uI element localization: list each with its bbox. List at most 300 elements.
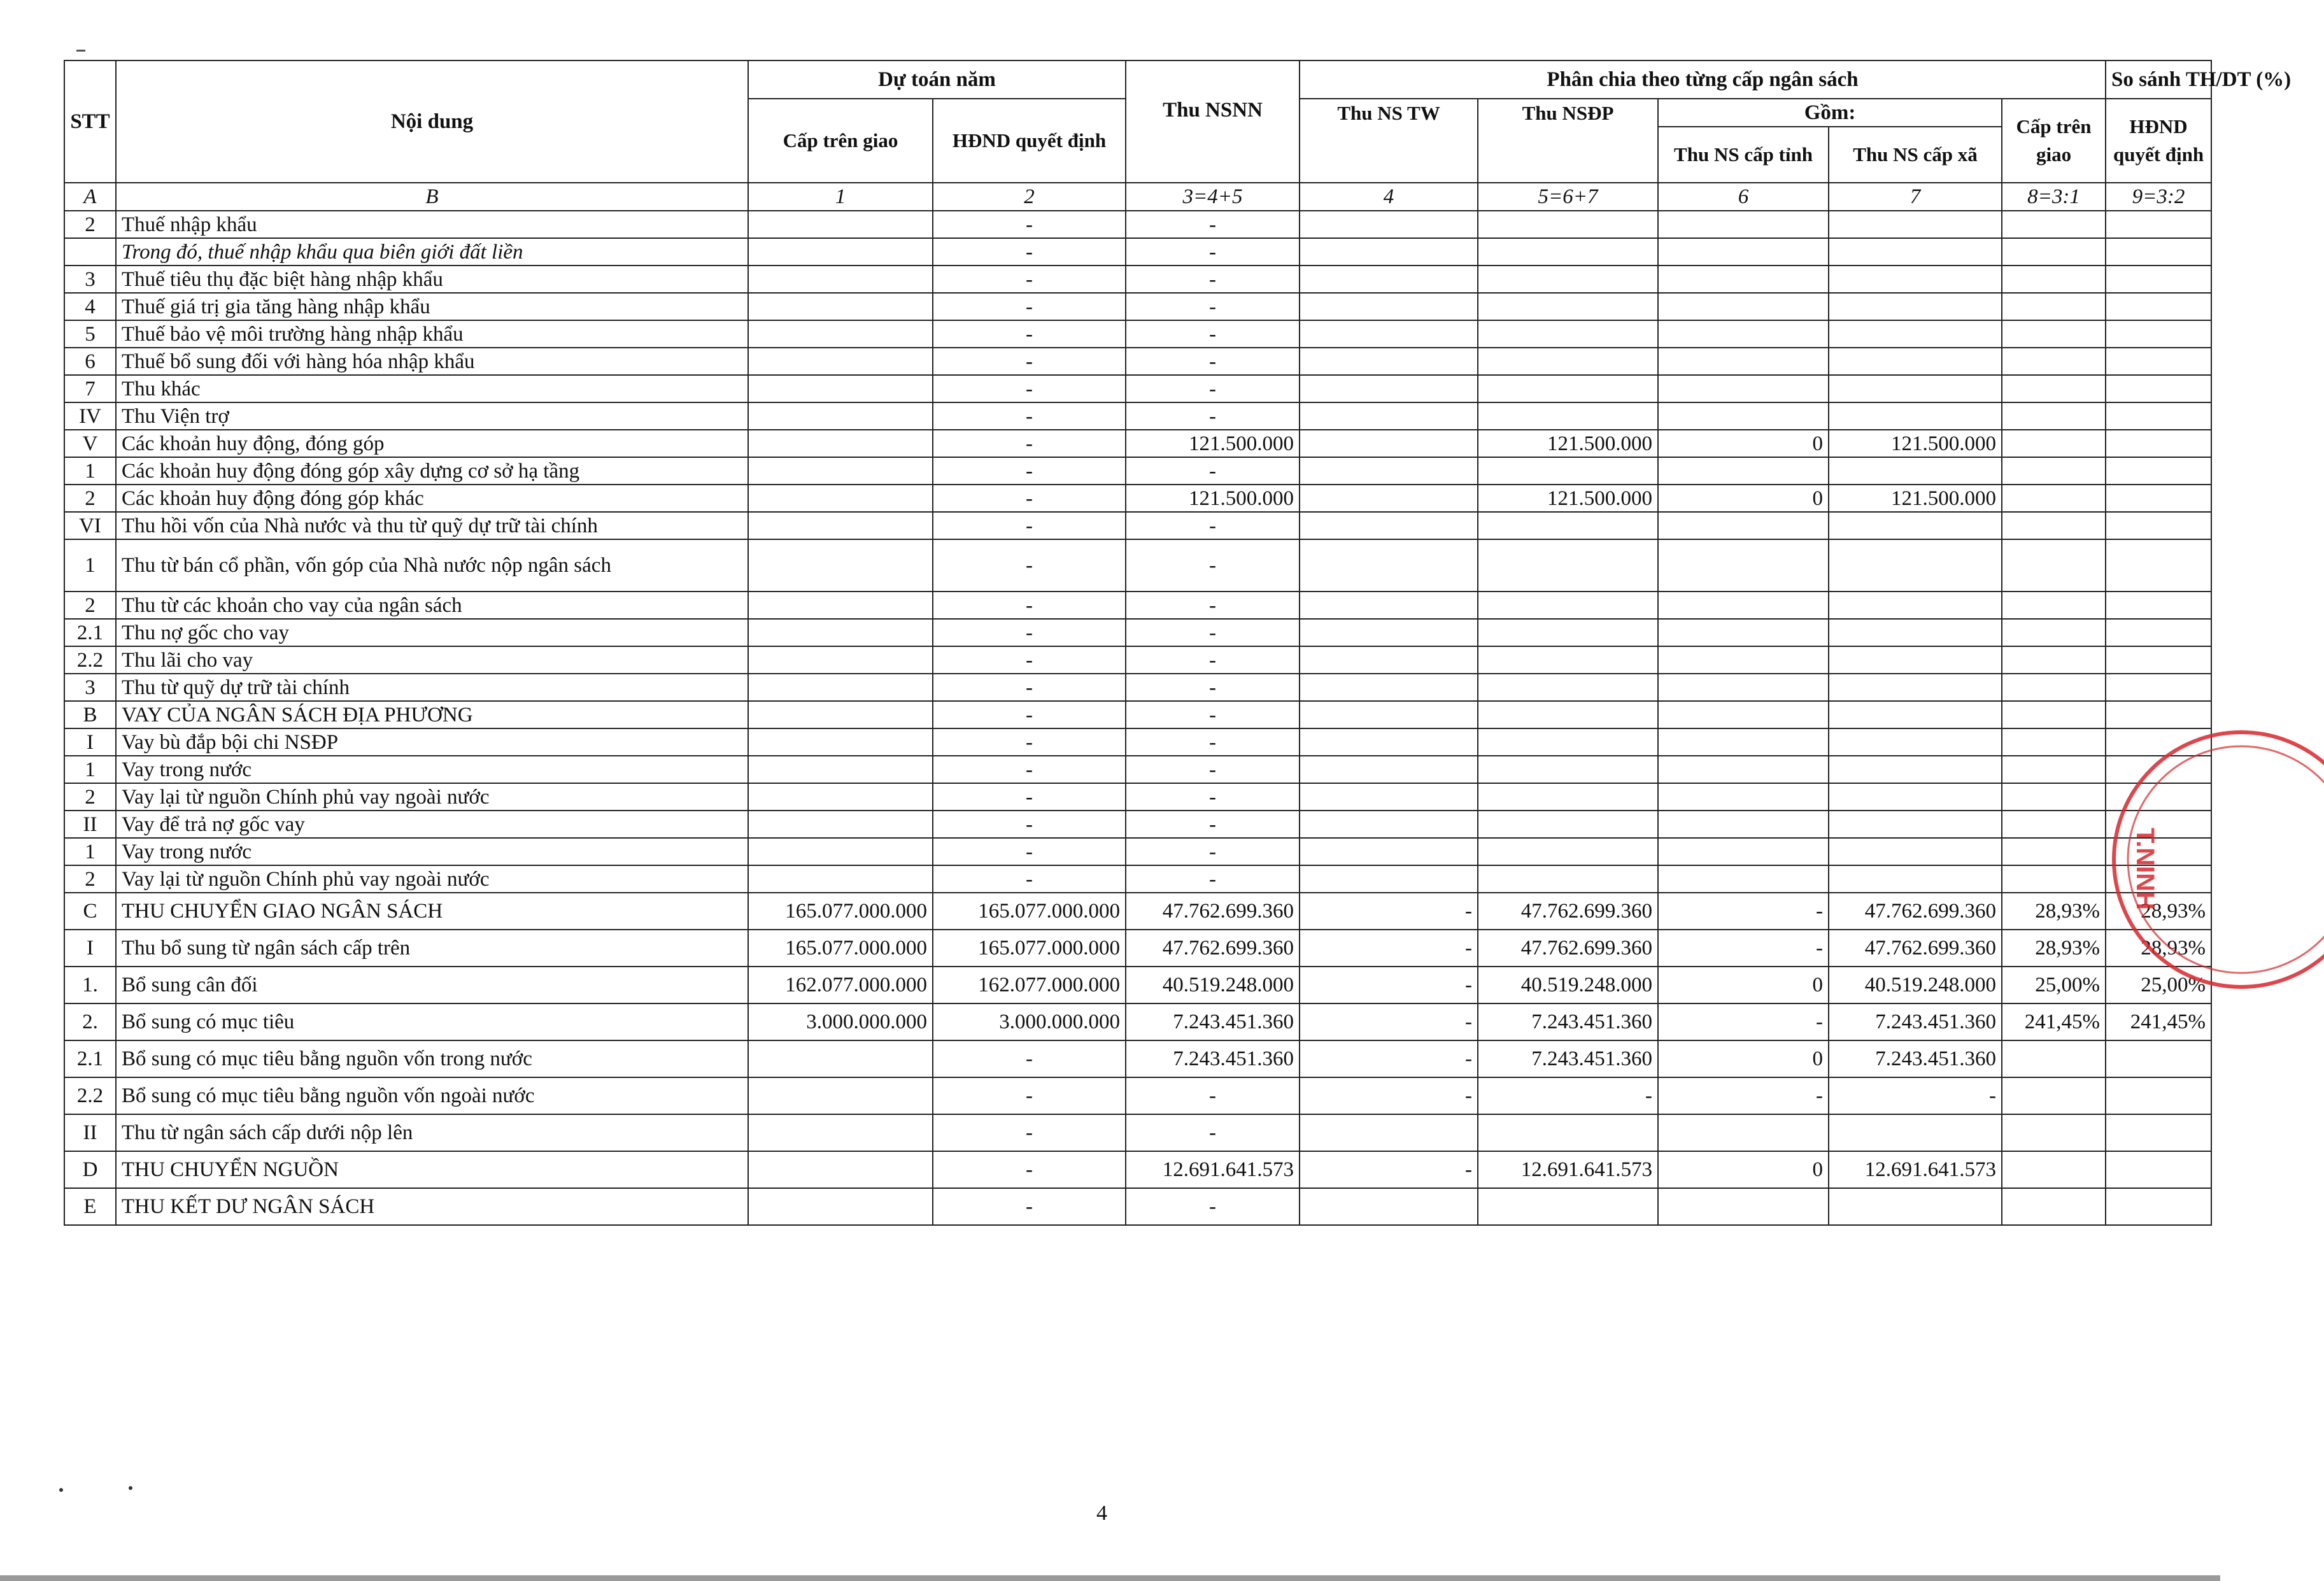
- header-thu-ns-cap-tinh: Thu NS cấp tỉnh: [1658, 127, 1829, 183]
- cell-thu-ns-cap-xa: [1829, 238, 2002, 266]
- cell-content: Bổ sung có mục tiêu bằng nguồn vốn trong nước: [116, 1040, 748, 1077]
- cell-thu-nsnn: -: [1126, 674, 1300, 701]
- cell-stt: V: [64, 430, 116, 457]
- header-ss-cap-tren-giao: Cấp trên giao: [2002, 99, 2106, 183]
- cell-thu-ns-tw: -: [1300, 1151, 1478, 1188]
- cell-ss-hdnd-quyet-dinh: [2106, 1114, 2211, 1151]
- cell-thu-ns-cap-tinh: 0: [1658, 430, 1829, 457]
- cell-thu-nsdp: [1478, 375, 1658, 402]
- cell-thu-ns-cap-xa: [1829, 619, 2002, 646]
- cell-thu-ns-cap-tinh: [1658, 539, 1829, 592]
- cell-thu-ns-cap-tinh: [1658, 701, 1829, 728]
- table-row: [64, 1077, 2211, 1114]
- cell-thu-ns-cap-tinh: 0: [1658, 1040, 1829, 1077]
- cell-ss-hdnd-quyet-dinh: [2106, 485, 2211, 512]
- cell-thu-nsnn: -: [1126, 375, 1300, 402]
- cell-thu-nsnn: -: [1126, 592, 1300, 619]
- cell-ss-cap-tren-giao: [2002, 619, 2106, 646]
- cell-thu-nsnn: -: [1126, 838, 1300, 865]
- index-cell: B: [116, 183, 748, 211]
- table-row: [64, 211, 2211, 238]
- cell-thu-nsdp: [1478, 701, 1658, 728]
- cell-thu-nsnn: 40.519.248.000: [1126, 967, 1300, 1003]
- cell-thu-ns-cap-xa: [1829, 1188, 2002, 1225]
- table-row: [64, 238, 2211, 266]
- cell-content: Thuế giá trị gia tăng hàng nhập khẩu: [116, 293, 748, 320]
- header-ss-hdnd-quyet-dinh: HĐND quyết định: [2106, 99, 2211, 183]
- cell-cap-tren-giao: [748, 1188, 933, 1225]
- cell-thu-ns-tw: [1300, 238, 1478, 266]
- cell-thu-nsdp: [1478, 756, 1658, 783]
- cell-thu-ns-tw: [1300, 728, 1478, 756]
- cell-thu-nsdp: [1478, 512, 1658, 539]
- cell-stt: II: [64, 811, 116, 838]
- cell-cap-tren-giao: [748, 320, 933, 348]
- cell-stt: D: [64, 1151, 116, 1188]
- cell-content: Thu từ bán cổ phần, vốn góp của Nhà nước nộp ngân sách: [116, 539, 748, 592]
- cell-ss-cap-tren-giao: [2002, 238, 2106, 266]
- cell-stt: II: [64, 1114, 116, 1151]
- cell-thu-ns-tw: [1300, 619, 1478, 646]
- cell-thu-nsdp: [1478, 402, 1658, 430]
- cell-thu-nsdp: [1478, 783, 1658, 811]
- cell-hdnd-quyet-dinh: -: [933, 783, 1126, 811]
- cell-thu-ns-cap-xa: [1829, 783, 2002, 811]
- cell-thu-ns-cap-tinh: [1658, 728, 1829, 756]
- cell-ss-hdnd-quyet-dinh: [2106, 512, 2211, 539]
- cell-thu-ns-tw: [1300, 293, 1478, 320]
- cell-hdnd-quyet-dinh: -: [933, 457, 1126, 485]
- cell-hdnd-quyet-dinh: -: [933, 512, 1126, 539]
- cell-thu-ns-tw: [1300, 512, 1478, 539]
- cell-thu-ns-cap-xa: [1829, 592, 2002, 619]
- cell-thu-nsnn: 7.243.451.360: [1126, 1040, 1300, 1077]
- cell-ss-cap-tren-giao: 28,93%: [2002, 930, 2106, 967]
- cell-ss-hdnd-quyet-dinh: [2106, 1151, 2211, 1188]
- cell-thu-nsdp: [1478, 619, 1658, 646]
- cell-hdnd-quyet-dinh: -: [933, 293, 1126, 320]
- cell-hdnd-quyet-dinh: -: [933, 728, 1126, 756]
- cell-thu-nsdp: [1478, 728, 1658, 756]
- cell-hdnd-quyet-dinh: -: [933, 1077, 1126, 1114]
- table-row: [64, 701, 2211, 728]
- table-row: [64, 967, 2211, 1003]
- cell-thu-ns-cap-tinh: 0: [1658, 1151, 1829, 1188]
- cell-thu-ns-cap-tinh: [1658, 865, 1829, 893]
- cell-ss-hdnd-quyet-dinh: [2106, 701, 2211, 728]
- table-row: [64, 930, 2211, 967]
- cell-thu-ns-cap-xa: [1829, 266, 2002, 293]
- cell-cap-tren-giao: [748, 512, 933, 539]
- cell-content: THU KẾT DƯ NGÂN SÁCH: [116, 1188, 748, 1225]
- header-noi-dung: Nội dung: [116, 60, 748, 183]
- cell-cap-tren-giao: [748, 1040, 933, 1077]
- cell-hdnd-quyet-dinh: -: [933, 701, 1126, 728]
- cell-hdnd-quyet-dinh: -: [933, 539, 1126, 592]
- cell-content: Thuế nhập khẩu: [116, 211, 748, 238]
- table-row: [64, 320, 2211, 348]
- cell-cap-tren-giao: [748, 728, 933, 756]
- cell-ss-hdnd-quyet-dinh: [2106, 375, 2211, 402]
- cell-thu-ns-tw: [1300, 485, 1478, 512]
- cell-cap-tren-giao: [748, 592, 933, 619]
- cell-thu-nsnn: -: [1126, 512, 1300, 539]
- cell-thu-nsnn: -: [1126, 266, 1300, 293]
- cell-content: Vay lại từ nguồn Chính phủ vay ngoài nước: [116, 783, 748, 811]
- cell-stt: 2: [64, 783, 116, 811]
- cell-thu-nsdp: [1478, 320, 1658, 348]
- cell-ss-hdnd-quyet-dinh: [2106, 1077, 2211, 1114]
- cell-content: Vay trong nước: [116, 838, 748, 865]
- cell-hdnd-quyet-dinh: -: [933, 756, 1126, 783]
- cell-cap-tren-giao: [748, 783, 933, 811]
- cell-thu-nsdp: [1478, 646, 1658, 674]
- cell-thu-nsdp: -: [1478, 1077, 1658, 1114]
- cell-cap-tren-giao: [748, 619, 933, 646]
- cell-thu-ns-tw: -: [1300, 967, 1478, 1003]
- cell-thu-ns-cap-tinh: [1658, 512, 1829, 539]
- budget-revenue-table: [64, 60, 2292, 1226]
- cell-hdnd-quyet-dinh: -: [933, 211, 1126, 238]
- cell-hdnd-quyet-dinh: -: [933, 811, 1126, 838]
- cell-ss-cap-tren-giao: [2002, 211, 2106, 238]
- cell-thu-ns-tw: [1300, 457, 1478, 485]
- cell-ss-hdnd-quyet-dinh: [2106, 266, 2211, 293]
- table-row: [64, 674, 2211, 701]
- index-cell: 2: [933, 183, 1126, 211]
- index-cell: 5=6+7: [1478, 183, 1658, 211]
- cell-thu-ns-tw: -: [1300, 893, 1478, 930]
- cell-thu-nsdp: [1478, 238, 1658, 266]
- cell-thu-ns-cap-xa: 7.243.451.360: [1829, 1003, 2002, 1040]
- cell-ss-cap-tren-giao: [2002, 1151, 2106, 1188]
- table-row: [64, 865, 2211, 893]
- cell-thu-nsnn: -: [1126, 811, 1300, 838]
- cell-cap-tren-giao: [748, 865, 933, 893]
- cell-cap-tren-giao: [748, 701, 933, 728]
- cell-thu-nsdp: [1478, 293, 1658, 320]
- table-row: [64, 1040, 2211, 1077]
- table-row: [64, 1188, 2211, 1225]
- table-body: [64, 211, 2211, 1225]
- cell-content: Thu Viện trợ: [116, 402, 748, 430]
- index-cell: 7: [1829, 183, 2002, 211]
- cell-thu-ns-tw: [1300, 592, 1478, 619]
- table-row: [64, 1003, 2211, 1040]
- cell-hdnd-quyet-dinh: 162.077.000.000: [933, 967, 1126, 1003]
- cell-hdnd-quyet-dinh: -: [933, 674, 1126, 701]
- cell-ss-cap-tren-giao: [2002, 865, 2106, 893]
- cell-hdnd-quyet-dinh: -: [933, 320, 1126, 348]
- cell-ss-cap-tren-giao: [2002, 838, 2106, 865]
- cell-stt: 5: [64, 320, 116, 348]
- cell-thu-ns-cap-xa: [1829, 701, 2002, 728]
- cell-cap-tren-giao: 162.077.000.000: [748, 967, 933, 1003]
- header-cap-tren-giao: Cấp trên giao: [748, 99, 933, 183]
- table-row: [64, 756, 2211, 783]
- cell-thu-ns-cap-tinh: -: [1658, 930, 1829, 967]
- cell-thu-ns-tw: -: [1300, 930, 1478, 967]
- cell-content: Thuế tiêu thụ đặc biệt hàng nhập khẩu: [116, 266, 748, 293]
- cell-thu-ns-cap-xa: [1829, 348, 2002, 375]
- stamp-text: T.NINH: [2131, 828, 2159, 910]
- table-row: [64, 266, 2211, 293]
- cell-thu-ns-tw: -: [1300, 1077, 1478, 1114]
- cell-ss-cap-tren-giao: [2002, 811, 2106, 838]
- cell-ss-cap-tren-giao: [2002, 783, 2106, 811]
- cell-ss-cap-tren-giao: [2002, 592, 2106, 619]
- cell-thu-nsdp: [1478, 348, 1658, 375]
- cell-stt: I: [64, 728, 116, 756]
- index-cell: A: [64, 183, 116, 211]
- cell-stt: 1.: [64, 967, 116, 1003]
- cell-ss-cap-tren-giao: [2002, 701, 2106, 728]
- cell-thu-ns-tw: [1300, 430, 1478, 457]
- cell-thu-nsnn: -: [1126, 211, 1300, 238]
- cell-thu-ns-tw: [1300, 865, 1478, 893]
- header-stt: STT: [64, 60, 116, 183]
- table-row: [64, 485, 2211, 512]
- cell-ss-cap-tren-giao: [2002, 402, 2106, 430]
- index-cell: 3=4+5: [1126, 183, 1300, 211]
- cell-content: Thu từ quỹ dự trữ tài chính: [116, 674, 748, 701]
- cell-ss-hdnd-quyet-dinh: [2106, 1188, 2211, 1225]
- cell-thu-nsnn: 47.762.699.360: [1126, 893, 1300, 930]
- cell-hdnd-quyet-dinh: -: [933, 619, 1126, 646]
- table-row: [64, 348, 2211, 375]
- cell-stt: C: [64, 893, 116, 930]
- cell-cap-tren-giao: [748, 674, 933, 701]
- cell-thu-ns-cap-xa: [1829, 293, 2002, 320]
- cell-content: Các khoản huy động, đóng góp: [116, 430, 748, 457]
- cell-content: Vay bù đắp bội chi NSĐP: [116, 728, 748, 756]
- cell-ss-hdnd-quyet-dinh: [2106, 1040, 2211, 1077]
- cell-thu-ns-cap-xa: [1829, 756, 2002, 783]
- cell-hdnd-quyet-dinh: -: [933, 592, 1126, 619]
- cell-thu-ns-cap-xa: [1829, 539, 2002, 592]
- cell-thu-ns-cap-xa: [1829, 457, 2002, 485]
- header-hdnd-quyet-dinh: HĐND quyết định: [933, 99, 1126, 183]
- cell-thu-ns-tw: [1300, 783, 1478, 811]
- cell-thu-ns-tw: [1300, 375, 1478, 402]
- cell-thu-ns-cap-xa: [1829, 728, 2002, 756]
- index-cell: 1: [748, 183, 933, 211]
- cell-thu-nsnn: 121.500.000: [1126, 485, 1300, 512]
- cell-ss-hdnd-quyet-dinh: 25,00%: [2106, 967, 2211, 1003]
- cell-thu-ns-tw: -: [1300, 1003, 1478, 1040]
- cell-thu-nsnn: 7.243.451.360: [1126, 1003, 1300, 1040]
- cell-thu-ns-tw: [1300, 674, 1478, 701]
- cell-thu-ns-cap-xa: 7.243.451.360: [1829, 1040, 2002, 1077]
- cell-thu-ns-tw: [1300, 320, 1478, 348]
- cell-stt: 6: [64, 348, 116, 375]
- cell-thu-ns-cap-xa: 47.762.699.360: [1829, 893, 2002, 930]
- cell-cap-tren-giao: [748, 348, 933, 375]
- cell-thu-ns-cap-xa: [1829, 811, 2002, 838]
- cell-thu-nsdp: 40.519.248.000: [1478, 967, 1658, 1003]
- cell-content: THU CHUYỂN NGUỒN: [116, 1151, 748, 1188]
- cell-thu-ns-cap-xa: [1829, 865, 2002, 893]
- index-cell: 8=3:1: [2002, 183, 2106, 211]
- cell-thu-ns-cap-tinh: -: [1658, 1003, 1829, 1040]
- cell-thu-nsnn: -: [1126, 619, 1300, 646]
- cell-stt: 1: [64, 838, 116, 865]
- cell-thu-ns-cap-xa: 12.691.641.573: [1829, 1151, 2002, 1188]
- cell-thu-ns-cap-tinh: [1658, 293, 1829, 320]
- cell-hdnd-quyet-dinh: -: [933, 266, 1126, 293]
- table-row: [64, 592, 2211, 619]
- cell-thu-nsnn: -: [1126, 238, 1300, 266]
- cell-stt: 1: [64, 457, 116, 485]
- cell-thu-ns-cap-tinh: [1658, 1188, 1829, 1225]
- cell-ss-cap-tren-giao: 25,00%: [2002, 967, 2106, 1003]
- cell-content: Thu bổ sung từ ngân sách cấp trên: [116, 930, 748, 967]
- cell-thu-ns-tw: [1300, 402, 1478, 430]
- cell-thu-ns-cap-tinh: 0: [1658, 485, 1829, 512]
- cell-thu-nsdp: [1478, 838, 1658, 865]
- cell-cap-tren-giao: [748, 485, 933, 512]
- cell-thu-ns-cap-xa: 47.762.699.360: [1829, 930, 2002, 967]
- cell-hdnd-quyet-dinh: -: [933, 838, 1126, 865]
- cell-thu-nsnn: -: [1126, 402, 1300, 430]
- cell-thu-ns-cap-xa: [1829, 646, 2002, 674]
- cell-ss-hdnd-quyet-dinh: [2106, 539, 2211, 592]
- cell-thu-ns-cap-xa: 121.500.000: [1829, 485, 2002, 512]
- cell-thu-nsdp: [1478, 865, 1658, 893]
- cell-ss-cap-tren-giao: 28,93%: [2002, 893, 2106, 930]
- cell-thu-nsnn: -: [1126, 783, 1300, 811]
- cell-cap-tren-giao: [748, 375, 933, 402]
- cell-ss-cap-tren-giao: 241,45%: [2002, 1003, 2106, 1040]
- cell-stt: 2.2: [64, 1077, 116, 1114]
- header-gom: Gồm:: [1658, 99, 2002, 127]
- cell-thu-ns-tw: [1300, 701, 1478, 728]
- table-row: [64, 838, 2211, 865]
- cell-thu-ns-tw: [1300, 211, 1478, 238]
- cell-stt: 2.2: [64, 646, 116, 674]
- cell-thu-nsdp: [1478, 539, 1658, 592]
- cell-cap-tren-giao: [748, 539, 933, 592]
- cell-thu-ns-cap-xa: [1829, 512, 2002, 539]
- cell-content: Thu khác: [116, 375, 748, 402]
- cell-content: Bổ sung có mục tiêu bằng nguồn vốn ngoài nước: [116, 1077, 748, 1114]
- cell-thu-nsnn: -: [1126, 1188, 1300, 1225]
- cell-thu-nsdp: [1478, 674, 1658, 701]
- red-seal-stamp: [2095, 732, 2324, 1012]
- cell-ss-cap-tren-giao: [2002, 457, 2106, 485]
- cell-thu-ns-cap-tinh: [1658, 674, 1829, 701]
- cell-ss-cap-tren-giao: [2002, 1114, 2106, 1151]
- cell-thu-nsnn: -: [1126, 293, 1300, 320]
- cell-stt: VI: [64, 512, 116, 539]
- cell-thu-ns-tw: [1300, 348, 1478, 375]
- cell-ss-cap-tren-giao: [2002, 1077, 2106, 1114]
- cell-thu-nsdp: 121.500.000: [1478, 430, 1658, 457]
- cell-stt: IV: [64, 402, 116, 430]
- cell-thu-ns-cap-xa: [1829, 211, 2002, 238]
- cell-ss-hdnd-quyet-dinh: [2106, 592, 2211, 619]
- cell-thu-nsnn: -: [1126, 756, 1300, 783]
- table-row: [64, 811, 2211, 838]
- cell-stt: 2: [64, 865, 116, 893]
- cell-hdnd-quyet-dinh: -: [933, 238, 1126, 266]
- header-phan-chia: Phân chia theo từng cấp ngân sách: [1300, 60, 2106, 99]
- cell-ss-cap-tren-giao: [2002, 728, 2106, 756]
- cell-thu-nsdp: 121.500.000: [1478, 485, 1658, 512]
- cell-stt: 2.1: [64, 619, 116, 646]
- cell-ss-cap-tren-giao: [2002, 293, 2106, 320]
- cell-cap-tren-giao: [748, 266, 933, 293]
- cell-cap-tren-giao: [748, 1151, 933, 1188]
- cell-thu-ns-cap-xa: -: [1829, 1077, 2002, 1114]
- cell-ss-hdnd-quyet-dinh: [2106, 674, 2211, 701]
- cell-thu-ns-tw: [1300, 811, 1478, 838]
- cell-stt: 2: [64, 592, 116, 619]
- cell-thu-ns-tw: [1300, 539, 1478, 592]
- cell-content: VAY CỦA NGÂN SÁCH ĐỊA PHƯƠNG: [116, 701, 748, 728]
- cell-content: Trong đó, thuế nhập khẩu qua biên giới đất liền: [116, 238, 748, 266]
- cell-stt: 2: [64, 485, 116, 512]
- cell-cap-tren-giao: [748, 211, 933, 238]
- cell-ss-cap-tren-giao: [2002, 320, 2106, 348]
- header-thu-nsdp: Thu NSĐP: [1478, 99, 1658, 183]
- cell-thu-nsdp: [1478, 457, 1658, 485]
- cell-content: Các khoản huy động đóng góp khác: [116, 485, 748, 512]
- cell-ss-hdnd-quyet-dinh: [2106, 430, 2211, 457]
- cell-thu-nsdp: 47.762.699.360: [1478, 893, 1658, 930]
- cell-ss-cap-tren-giao: [2002, 430, 2106, 457]
- cell-cap-tren-giao: [748, 1077, 933, 1114]
- cell-stt: 2.1: [64, 1040, 116, 1077]
- cell-thu-nsnn: -: [1126, 457, 1300, 485]
- cell-ss-cap-tren-giao: [2002, 539, 2106, 592]
- cell-content: Thu từ các khoản cho vay của ngân sách: [116, 592, 748, 619]
- cell-hdnd-quyet-dinh: -: [933, 375, 1126, 402]
- cell-ss-hdnd-quyet-dinh: [2106, 646, 2211, 674]
- cell-thu-nsdp: [1478, 592, 1658, 619]
- scan-bottom-edge: [0, 1575, 2220, 1581]
- cell-thu-ns-cap-tinh: [1658, 457, 1829, 485]
- scan-dot: [129, 1486, 132, 1490]
- table-row: [64, 539, 2211, 592]
- cell-cap-tren-giao: [748, 646, 933, 674]
- cell-thu-ns-cap-tinh: [1658, 211, 1829, 238]
- cell-thu-ns-tw: [1300, 1188, 1478, 1225]
- cell-ss-hdnd-quyet-dinh: [2106, 619, 2211, 646]
- cell-cap-tren-giao: [748, 293, 933, 320]
- cell-ss-cap-tren-giao: [2002, 348, 2106, 375]
- cell-thu-ns-cap-xa: 121.500.000: [1829, 430, 2002, 457]
- cell-hdnd-quyet-dinh: 3.000.000.000: [933, 1003, 1126, 1040]
- cell-thu-ns-cap-xa: [1829, 320, 2002, 348]
- index-cell: 6: [1658, 183, 1829, 211]
- cell-thu-ns-cap-tinh: [1658, 238, 1829, 266]
- cell-content: Thu từ ngân sách cấp dưới nộp lên: [116, 1114, 748, 1151]
- cell-cap-tren-giao: [748, 1114, 933, 1151]
- cell-ss-cap-tren-giao: [2002, 375, 2106, 402]
- cell-thu-nsnn: -: [1126, 1077, 1300, 1114]
- cell-content: Vay lại từ nguồn Chính phủ vay ngoài nước: [116, 865, 748, 893]
- table-row: [64, 728, 2211, 756]
- cell-ss-cap-tren-giao: [2002, 266, 2106, 293]
- cell-hdnd-quyet-dinh: -: [933, 485, 1126, 512]
- cell-thu-ns-cap-xa: 40.519.248.000: [1829, 967, 2002, 1003]
- cell-ss-hdnd-quyet-dinh: [2106, 211, 2211, 238]
- cell-stt: 4: [64, 293, 116, 320]
- cell-stt: 7: [64, 375, 116, 402]
- cell-stt: 1: [64, 539, 116, 592]
- cell-content: Bổ sung cân đối: [116, 967, 748, 1003]
